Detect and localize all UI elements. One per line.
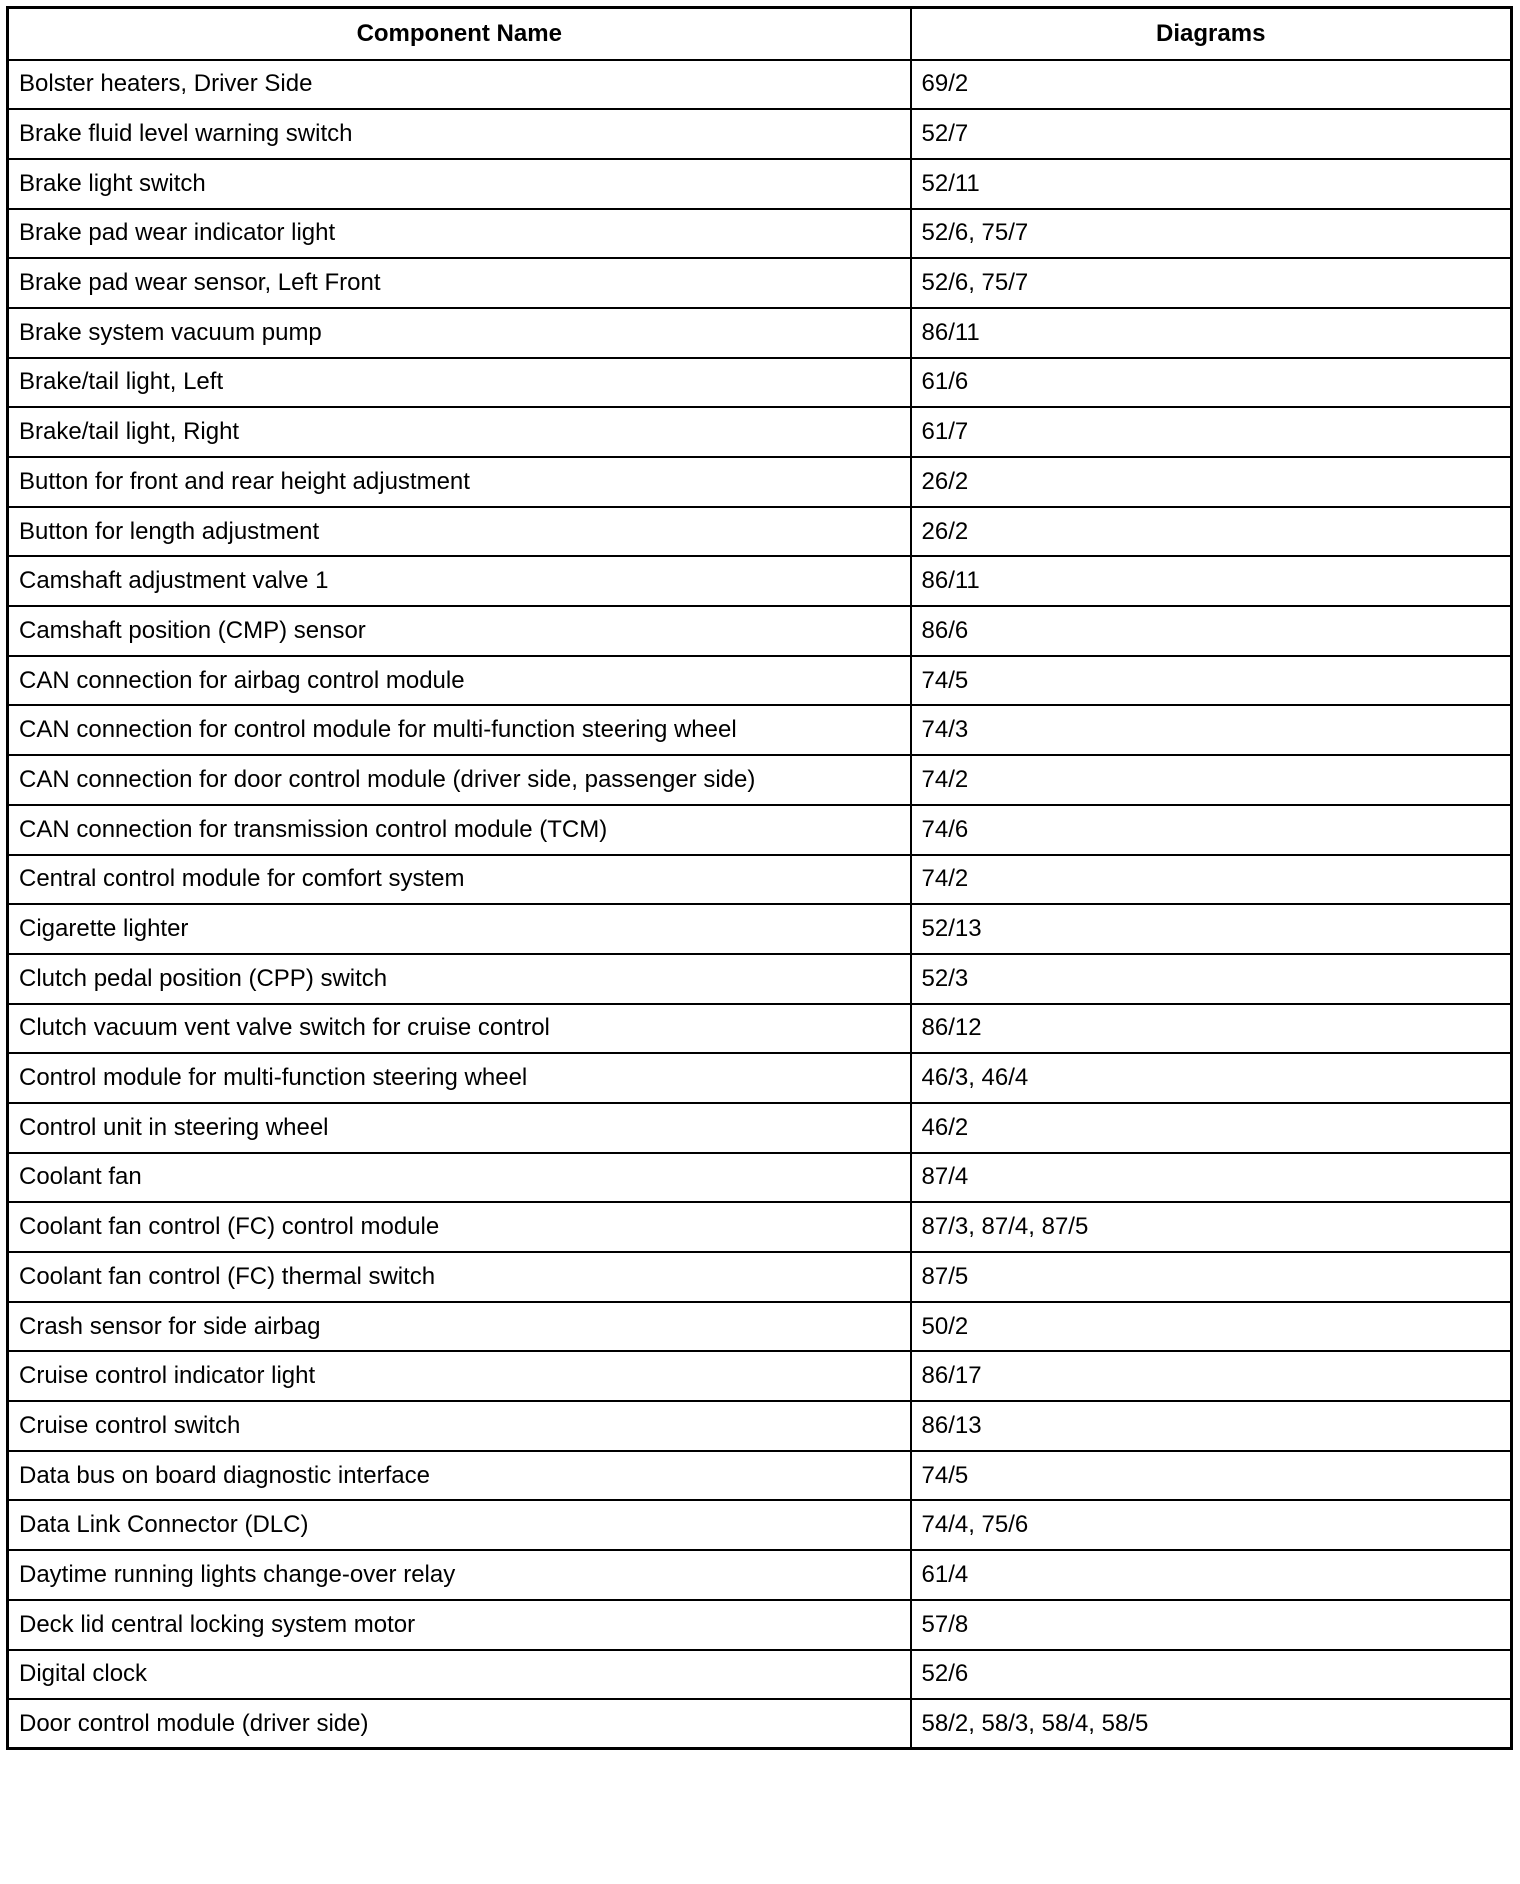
component-name-cell: Coolant fan xyxy=(8,1153,911,1203)
component-name-cell: Button for length adjustment xyxy=(8,507,911,557)
component-name-cell: CAN connection for airbag control module xyxy=(8,656,911,706)
component-name-cell: Cruise control switch xyxy=(8,1401,911,1451)
component-name-cell: Camshaft adjustment valve 1 xyxy=(8,556,911,606)
diagrams-cell: 87/4 xyxy=(911,1153,1512,1203)
diagrams-cell: 87/5 xyxy=(911,1252,1512,1302)
component-name-cell: Daytime running lights change-over relay xyxy=(8,1550,911,1600)
table-row xyxy=(8,904,1512,954)
component-name-cell: Deck lid central locking system motor xyxy=(8,1600,911,1650)
diagrams-cell: 74/2 xyxy=(911,855,1512,905)
component-name-cell: Coolant fan control (FC) control module xyxy=(8,1202,911,1252)
component-name-cell: Brake/tail light, Right xyxy=(8,407,911,457)
component-name-cell: CAN connection for transmission control module (TCM) xyxy=(8,805,911,855)
diagrams-cell: 74/5 xyxy=(911,656,1512,706)
table-row xyxy=(8,656,1512,706)
diagrams-cell: 50/2 xyxy=(911,1302,1512,1352)
diagrams-cell: 87/3, 87/4, 87/5 xyxy=(911,1202,1512,1252)
table-row xyxy=(8,60,1512,110)
table-row xyxy=(8,308,1512,358)
diagrams-cell: 86/17 xyxy=(911,1351,1512,1401)
component-name-cell: Data bus on board diagnostic interface xyxy=(8,1451,911,1501)
diagrams-cell: 52/6, 75/7 xyxy=(911,209,1512,259)
component-name-cell: Central control module for comfort system xyxy=(8,855,911,905)
diagrams-cell: 86/6 xyxy=(911,606,1512,656)
diagrams-cell: 74/5 xyxy=(911,1451,1512,1501)
diagrams-cell: 46/2 xyxy=(911,1103,1512,1153)
table-row xyxy=(8,1202,1512,1252)
component-name-cell: Brake pad wear sensor, Left Front xyxy=(8,258,911,308)
component-name-cell: Camshaft position (CMP) sensor xyxy=(8,606,911,656)
table-row xyxy=(8,1699,1512,1749)
diagrams-cell: 86/12 xyxy=(911,1004,1512,1054)
table-header-row xyxy=(8,8,1512,60)
component-name-cell: Data Link Connector (DLC) xyxy=(8,1500,911,1550)
table-row xyxy=(8,1351,1512,1401)
component-name-cell: Cruise control indicator light xyxy=(8,1351,911,1401)
diagrams-cell: 52/6, 75/7 xyxy=(911,258,1512,308)
table-row xyxy=(8,407,1512,457)
table-row xyxy=(8,457,1512,507)
component-table-container xyxy=(6,6,1510,1750)
component-name-cell: Brake/tail light, Left xyxy=(8,358,911,408)
diagrams-cell: 74/2 xyxy=(911,755,1512,805)
component-diagram-table xyxy=(6,6,1513,1750)
diagrams-cell: 61/7 xyxy=(911,407,1512,457)
diagrams-cell: 86/11 xyxy=(911,556,1512,606)
table-row xyxy=(8,1451,1512,1501)
table-row xyxy=(8,209,1512,259)
component-name-cell: Coolant fan control (FC) thermal switch xyxy=(8,1252,911,1302)
table-row xyxy=(8,805,1512,855)
component-name-cell: CAN connection for door control module (driver side, passenger side) xyxy=(8,755,911,805)
diagrams-cell: 61/6 xyxy=(911,358,1512,408)
table-row xyxy=(8,159,1512,209)
component-name-cell: Cigarette lighter xyxy=(8,904,911,954)
diagrams-cell: 52/13 xyxy=(911,904,1512,954)
table-row xyxy=(8,1004,1512,1054)
component-name-cell: Clutch vacuum vent valve switch for cruise control xyxy=(8,1004,911,1054)
component-name-cell: Brake system vacuum pump xyxy=(8,308,911,358)
component-name-cell: Brake pad wear indicator light xyxy=(8,209,911,259)
table-row xyxy=(8,755,1512,805)
component-name-cell: CAN connection for control module for multi-function steering wheel xyxy=(8,705,911,755)
table-row xyxy=(8,855,1512,905)
diagrams-cell: 26/2 xyxy=(911,507,1512,557)
component-name-cell: Control unit in steering wheel xyxy=(8,1103,911,1153)
table-body xyxy=(8,60,1512,1749)
table-row xyxy=(8,556,1512,606)
table-row xyxy=(8,1500,1512,1550)
diagrams-cell: 74/3 xyxy=(911,705,1512,755)
table-row xyxy=(8,1600,1512,1650)
table-row xyxy=(8,1550,1512,1600)
table-row xyxy=(8,1053,1512,1103)
component-name-cell: Crash sensor for side airbag xyxy=(8,1302,911,1352)
table-row xyxy=(8,954,1512,1004)
diagrams-cell: 69/2 xyxy=(911,60,1512,110)
component-name-cell: Brake light switch xyxy=(8,159,911,209)
component-name-cell: Brake fluid level warning switch xyxy=(8,109,911,159)
component-name-cell: Digital clock xyxy=(8,1650,911,1700)
diagrams-cell: 57/8 xyxy=(911,1600,1512,1650)
table-row xyxy=(8,507,1512,557)
header-diagrams: Diagrams xyxy=(911,8,1512,60)
diagrams-cell: 74/6 xyxy=(911,805,1512,855)
diagrams-cell: 52/3 xyxy=(911,954,1512,1004)
diagrams-cell: 86/13 xyxy=(911,1401,1512,1451)
diagrams-cell: 52/7 xyxy=(911,109,1512,159)
table-row xyxy=(8,1153,1512,1203)
diagrams-cell: 46/3, 46/4 xyxy=(911,1053,1512,1103)
diagrams-cell: 74/4, 75/6 xyxy=(911,1500,1512,1550)
table-row xyxy=(8,358,1512,408)
diagrams-cell: 52/11 xyxy=(911,159,1512,209)
diagrams-cell: 58/2, 58/3, 58/4, 58/5 xyxy=(911,1699,1512,1749)
table-row xyxy=(8,1302,1512,1352)
table-row xyxy=(8,705,1512,755)
diagrams-cell: 61/4 xyxy=(911,1550,1512,1600)
header-component-name: Component Name xyxy=(8,8,911,60)
table-row xyxy=(8,1401,1512,1451)
table-row xyxy=(8,258,1512,308)
component-name-cell: Clutch pedal position (CPP) switch xyxy=(8,954,911,1004)
component-name-cell: Bolster heaters, Driver Side xyxy=(8,60,911,110)
table-row xyxy=(8,1103,1512,1153)
component-name-cell: Control module for multi-function steering wheel xyxy=(8,1053,911,1103)
component-name-cell: Door control module (driver side) xyxy=(8,1699,911,1749)
diagrams-cell: 52/6 xyxy=(911,1650,1512,1700)
diagrams-cell: 86/11 xyxy=(911,308,1512,358)
table-row xyxy=(8,606,1512,656)
table-row xyxy=(8,1650,1512,1700)
diagrams-cell: 26/2 xyxy=(911,457,1512,507)
table-row xyxy=(8,109,1512,159)
table-row xyxy=(8,1252,1512,1302)
component-name-cell: Button for front and rear height adjustment xyxy=(8,457,911,507)
